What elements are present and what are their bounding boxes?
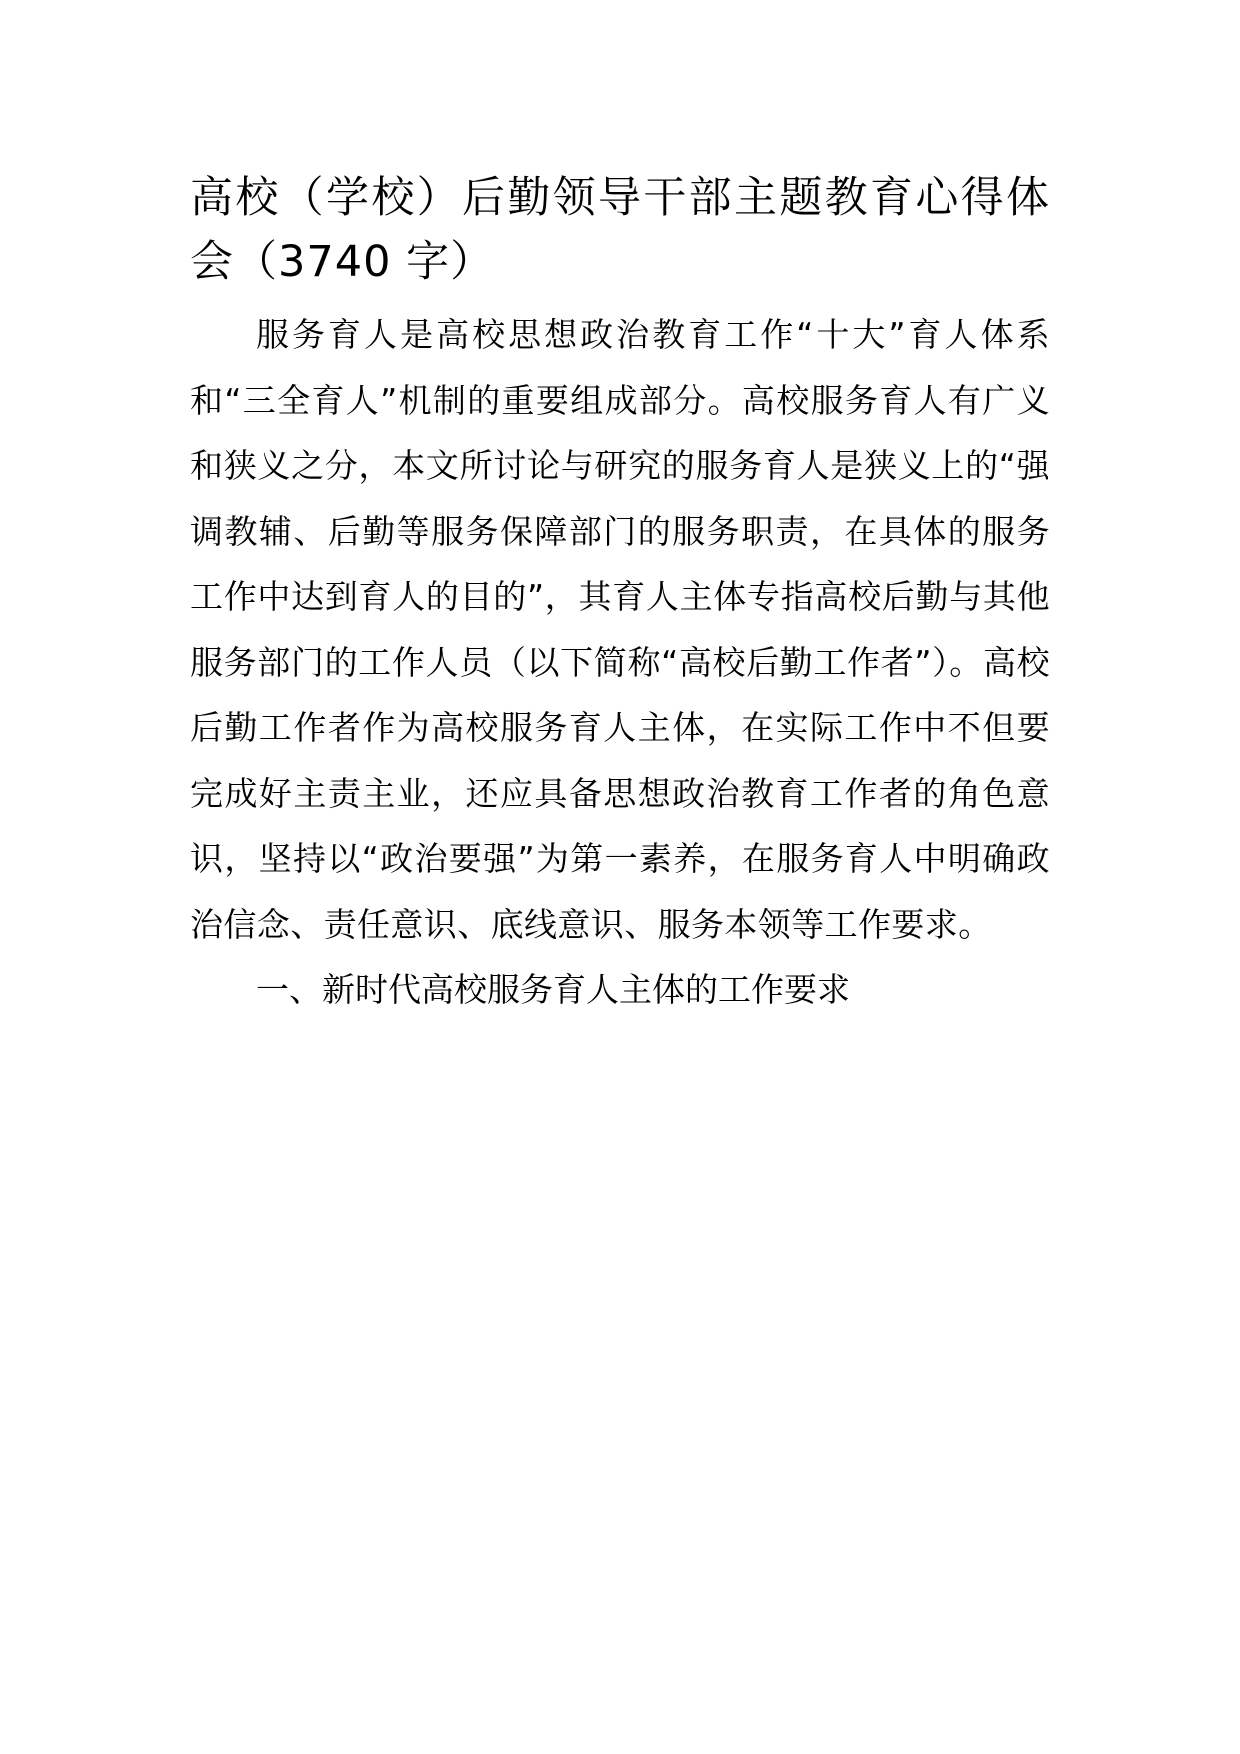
body-paragraph: 服务育人是高校思想政治教育工作“十大”育人体系和“三全育人”机制的重要组成部分。高校服务育人有广义和狭义之分，本文所讨论与研究的服务育人是狭义上的“强调教辅、后勤等服务保障部门的服务职责，在具体的服务工作中达到育人的目的”，其育人主体专指高校后勤与其他服务部门的工作人员（以下简称“高校后勤工作者”）。高校后勤工作者作为高校服务育人主体，在实际工作中不但要完成好主责主业，还应具备思想政治教育工作者的角色意识，坚持以“政治要强”为第一素养，在服务育人中明确政治信念、责任意识、底线意识、服务本领等工作要求。 [190,315,1050,944]
section-heading: 一、新时代高校服务育人主体的工作要求 [256,970,850,1009]
document-content [190,166,1050,1023]
document-title: 高校（学校）后勤领导干部主题教育心得体会（3740 字） [190,173,1050,287]
